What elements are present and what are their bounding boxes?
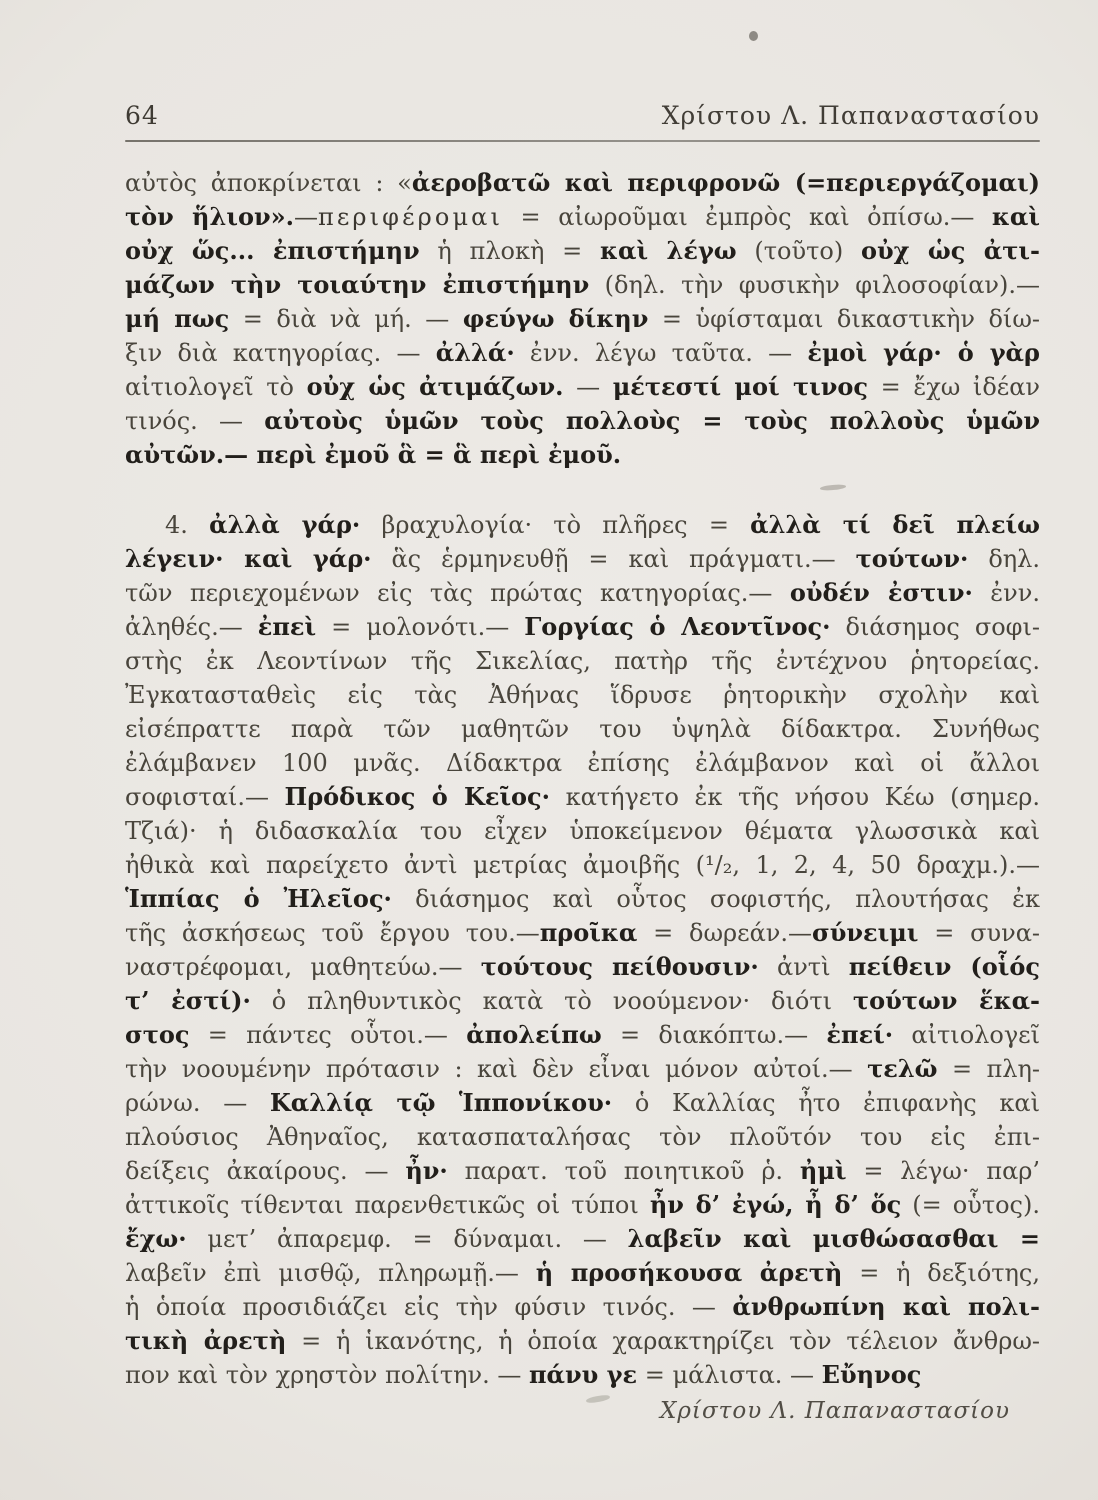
gloss-text: πον καὶ τὸν χρηστὸν πολίτην. — bbox=[125, 1361, 529, 1389]
text-line bbox=[125, 1222, 1040, 1256]
gloss-text: = ὑφίσταμαι δικαστικὴν δίω- bbox=[648, 305, 1040, 333]
gloss-text: = ἡ ἱκανότης, ἡ ὁποία χαρακτηρίζει τὸν τέλειον ἄνθρω- bbox=[286, 1327, 1040, 1355]
text-line bbox=[125, 746, 1040, 780]
lemma-text: καὶ λέγω bbox=[599, 236, 737, 265]
gloss-text: διάσημος καὶ οὗτος σοφιστής, πλουτήσας ἐκ bbox=[391, 885, 1040, 913]
gloss-text: — bbox=[563, 373, 613, 401]
text-line bbox=[125, 234, 1040, 268]
lemma-text: τούτους πείθουσιν· bbox=[480, 952, 759, 981]
ink-speck bbox=[749, 31, 758, 41]
gloss-text: = ἡ δεξιότης, bbox=[842, 1259, 1040, 1287]
gloss-text: ναστρέφομαι, μαθητεύω.— bbox=[125, 953, 481, 981]
lemma-text: ἀνθρωπίνη καὶ πολι- bbox=[732, 1292, 1040, 1321]
text-line bbox=[125, 882, 1040, 916]
gloss-text: — bbox=[293, 203, 318, 231]
lemma-text: οὐχ ὥς... ἐπιστήμην bbox=[125, 236, 420, 265]
lemma-text: ἐπεί· bbox=[826, 1020, 894, 1049]
lemma-text: ἐμοὶ γάρ· ὁ γὰρ bbox=[807, 338, 1040, 367]
lemma-text: ἡ προσήκουσα ἀρετὴ bbox=[535, 1258, 843, 1287]
text-line bbox=[125, 1018, 1040, 1052]
lemma-text: ἀλλὰ τί δεῖ πλείω bbox=[750, 510, 1040, 539]
page-header bbox=[125, 101, 1040, 130]
text-line bbox=[125, 336, 1040, 370]
lemma-text: ἀεροβατῶ καὶ περιφρονῶ (=περιεργάζομαι) bbox=[411, 168, 1040, 197]
gloss-text: ἀντὶ bbox=[758, 953, 849, 981]
gloss-text: μετ’ ἀπαρεμφ. = δύναμαι. — bbox=[186, 1225, 628, 1253]
text-line bbox=[125, 814, 1040, 848]
text-line bbox=[125, 1154, 1040, 1188]
lemma-text: στος bbox=[125, 1020, 190, 1049]
gloss-text: στὴς ἐκ Λεοντίνων τῆς Σικελίας, πατὴρ τῆς ἐντέχνου ῥητορείας. bbox=[125, 647, 1040, 675]
lemma-text: αὐτοὺς ὑμῶν τοὺς πολλοὺς = τοὺς πολλοὺς ὑμῶν bbox=[264, 406, 1040, 435]
text-line bbox=[125, 302, 1040, 336]
gloss-text: περιφέρομαι bbox=[317, 203, 504, 231]
gloss-text: λαβεῖν ἐπὶ μισθῷ, πληρωμῇ.— bbox=[125, 1259, 536, 1287]
gloss-text: = συνα- bbox=[918, 919, 1040, 947]
gloss-text: = πλη- bbox=[937, 1055, 1040, 1083]
lemma-text: τ’ ἐστί)· bbox=[125, 986, 251, 1015]
gloss-text: διάσημος σοφι- bbox=[830, 613, 1040, 641]
header-rule bbox=[125, 140, 1040, 142]
text-line bbox=[125, 200, 1040, 234]
lemma-text: τελῶ bbox=[867, 1054, 938, 1083]
gloss-text: (δηλ. τὴν φυσικὴν φιλοσοφίαν).— bbox=[589, 271, 1040, 299]
lemma-text: σύνειμι bbox=[812, 918, 919, 947]
gloss-text: 4. bbox=[165, 511, 210, 539]
text-line bbox=[125, 644, 1040, 678]
lemma-text: πείθειν (οἷός bbox=[848, 952, 1040, 981]
lemma-text: Καλλίᾳ τῷ Ἱππονίκου· bbox=[269, 1088, 613, 1117]
text-line bbox=[125, 370, 1040, 404]
text-line bbox=[125, 508, 1040, 542]
lemma-text: προῖκα bbox=[539, 918, 638, 947]
gloss-text: τῆς ἀσκήσεως τοῦ ἔργου του.— bbox=[125, 919, 540, 947]
text-line bbox=[125, 404, 1040, 438]
text-line bbox=[125, 542, 1040, 576]
gloss-text: ἡ ὁποία προσιδιάζει εἰς τὴν φύσιν τινός. — bbox=[125, 1293, 733, 1321]
lemma-text: Ἱππίας ὁ Ἠλεῖος· bbox=[125, 884, 392, 913]
lemma-text: ἔχω· bbox=[125, 1224, 187, 1253]
text-line bbox=[125, 1290, 1040, 1324]
gloss-text: ἡ πλοκὴ = bbox=[419, 237, 600, 265]
gloss-text: = πάντες οὗτοι.— bbox=[189, 1021, 467, 1049]
lemma-text: τὸν ἥλιον». bbox=[125, 202, 294, 231]
gloss-text: ἃς ἑρμηνευθῇ = καὶ πράγματι.— bbox=[371, 545, 856, 573]
text-line bbox=[125, 1052, 1040, 1086]
smudge-mark bbox=[586, 1394, 611, 1404]
gloss-text: Ἐγκατασταθεὶς εἰς τὰς Ἀθήνας ἵδρυσε ῥητορικὴν σχολὴν καὶ bbox=[125, 681, 1040, 709]
gloss-text: τινός. — bbox=[125, 407, 265, 435]
gloss-text: ρώνω. — bbox=[125, 1089, 270, 1117]
gloss-text: = διακόπτω.— bbox=[601, 1021, 827, 1049]
text-line bbox=[125, 1086, 1040, 1120]
lemma-text: τούτων ἕκα- bbox=[852, 986, 1040, 1015]
text-line bbox=[125, 916, 1040, 950]
lemma-text: πάνυ γε bbox=[528, 1360, 638, 1389]
gloss-text: τῶν περιεχομένων εἰς τὰς πρώτας κατηγορίας.— bbox=[125, 579, 790, 607]
text-line bbox=[125, 950, 1040, 984]
text-line bbox=[125, 984, 1040, 1018]
gloss-text: (= οὗτος). bbox=[901, 1191, 1040, 1219]
lemma-text: ἦν· bbox=[405, 1156, 448, 1185]
gloss-text: (τοῦτο) bbox=[736, 237, 861, 265]
lemma-text: ἀπολείπω bbox=[466, 1020, 602, 1049]
lemma-text: ἀλλά· bbox=[435, 338, 515, 367]
gloss-text: ἠθικὰ καὶ παρείχετο ἀντὶ μετρίας ἀμοιβῆς (¹/₂, 1, 2, 4, 50 δραχμ.).— bbox=[125, 851, 1040, 879]
body-text bbox=[125, 166, 1040, 1392]
lemma-text: Πρόδικος ὁ Κεῖος· bbox=[284, 782, 551, 811]
gloss-text: αἰτιολογεῖ bbox=[893, 1021, 1040, 1049]
lemma-text: λέγειν· καὶ γάρ· bbox=[125, 544, 372, 573]
footer-signature: Χρίστου Λ. Παπαναστασίου bbox=[660, 1398, 1010, 1424]
lemma-text: ἀλλὰ γάρ· bbox=[209, 510, 361, 539]
lemma-text: μή πως bbox=[125, 304, 230, 333]
gloss-text: δείξεις ἀκαίρους. — bbox=[125, 1157, 406, 1185]
gloss-text: σοφισταί.— bbox=[125, 783, 285, 811]
lemma-text: Εὔηνος bbox=[821, 1360, 922, 1389]
lemma-text: Γοργίας ὁ Λεοντῖνος· bbox=[524, 612, 831, 641]
paragraph-notes-1 bbox=[125, 166, 1040, 472]
running-header-title: Χρίστου Λ. Παπαναστασίου bbox=[661, 101, 1040, 130]
lemma-text: τικὴ ἀρετὴ bbox=[125, 1326, 287, 1355]
gloss-text: βραχυλογία· τὸ πλῆρες = bbox=[360, 511, 751, 539]
gloss-text: = λέγω· παρ’ bbox=[846, 1157, 1040, 1185]
lemma-text: καὶ bbox=[991, 202, 1040, 231]
text-line bbox=[125, 1358, 1040, 1392]
lemma-text: ἠμὶ bbox=[799, 1156, 847, 1185]
gloss-text: παρατ. τοῦ ποιητικοῦ ῥ. bbox=[447, 1157, 800, 1185]
page-number: 64 bbox=[125, 101, 159, 130]
lemma-text: μάζων τὴν τοιαύτην ἐπιστήμην bbox=[125, 270, 590, 299]
gloss-text: ἐνν. λέγω ταῦτα. — bbox=[514, 339, 808, 367]
text-line bbox=[125, 610, 1040, 644]
gloss-text: ἀληθές.— bbox=[125, 613, 258, 641]
lemma-text: οὐχ ὡς ἀτιμάζων. bbox=[306, 372, 564, 401]
text-line bbox=[125, 166, 1040, 200]
lemma-text: ἦν δ’ ἐγώ, ἦ δ’ ὅς bbox=[649, 1190, 902, 1219]
lemma-text: οὐχ ὡς ἀτι- bbox=[860, 236, 1040, 265]
text-line bbox=[125, 848, 1040, 882]
lemma-text: οὐδέν ἐστιν· bbox=[789, 578, 973, 607]
gloss-text: ὁ Καλλίας ἦτο ἐπιφανὴς καὶ bbox=[612, 1089, 1040, 1117]
lemma-text: μέτεστί μοί τινος bbox=[612, 372, 868, 401]
gloss-text: αἰτιολογεῖ τὸ bbox=[125, 373, 307, 401]
gloss-text: = μολονότι.— bbox=[316, 613, 525, 641]
text-line bbox=[125, 712, 1040, 746]
gloss-text: = ἔχω ἰδέαν bbox=[867, 373, 1040, 401]
gloss-text: αὐτὸς ἀποκρίνεται : « bbox=[125, 169, 412, 197]
lemma-text: φεύγω δίκην bbox=[462, 304, 649, 333]
lemma-text: λαβεῖν καὶ μισθώσασθαι = bbox=[627, 1224, 1040, 1253]
text-line bbox=[125, 678, 1040, 712]
gloss-text: ἀττικοῖς τίθενται παρενθετικῶς οἱ τύποι bbox=[125, 1191, 650, 1219]
text-line bbox=[125, 268, 1040, 302]
lemma-text: αὐτῶν.— περὶ ἐμοῦ ἃ = ἃ περὶ ἐμοῦ. bbox=[125, 440, 622, 469]
gloss-text: = μάλιστα. — bbox=[637, 1361, 822, 1389]
paragraph-notes-2 bbox=[125, 508, 1040, 1392]
text-line bbox=[125, 1256, 1040, 1290]
text-line bbox=[125, 576, 1040, 610]
gloss-text: πλούσιος Ἀθηναῖος, κατασπαταλήσας τὸν πλοῦτόν του εἰς ἐπι- bbox=[125, 1123, 1040, 1151]
gloss-text: ἐλάμβανεν 100 μνᾶς. Δίδακτρα ἐπίσης ἐλάμβανον καὶ οἱ ἄλλοι bbox=[125, 749, 1040, 777]
gloss-text: = διὰ νὰ μή. — bbox=[229, 305, 463, 333]
text-line bbox=[125, 1120, 1040, 1154]
gloss-text: = δωρεάν.— bbox=[637, 919, 813, 947]
text-line bbox=[125, 1188, 1040, 1222]
gloss-text: Τζιά)· ἡ διδασκαλία του εἶχεν ὑποκείμενον θέματα γλωσσικὰ καὶ bbox=[125, 817, 1040, 845]
text-line bbox=[125, 1324, 1040, 1358]
gloss-text: ἐνν. bbox=[972, 579, 1040, 607]
gloss-text: = αἰωροῦμαι ἐμπρὸς καὶ ὀπίσω.— bbox=[503, 203, 992, 231]
text-line bbox=[125, 780, 1040, 814]
gloss-text: τὴν νοουμένην πρότασιν : καὶ δὲν εἶναι μόνον αὐτοί.— bbox=[125, 1055, 868, 1083]
lemma-text: ἐπεὶ bbox=[257, 612, 317, 641]
gloss-text: εἰσέπραττε παρὰ τῶν μαθητῶν του ὑψηλὰ δίδακτρα. Συνήθως bbox=[125, 715, 1040, 743]
lemma-text: τούτων· bbox=[855, 544, 969, 573]
gloss-text: δηλ. bbox=[968, 545, 1040, 573]
gloss-text: ὁ πληθυντικὸς κατὰ τὸ νοούμενον· διότι bbox=[250, 987, 853, 1015]
gloss-text: κατήγετο ἐκ τῆς νήσου Κέω (σημερ. bbox=[550, 783, 1040, 811]
text-line bbox=[125, 438, 1040, 472]
gloss-text: ξιν διὰ κατηγορίας. — bbox=[125, 339, 436, 367]
